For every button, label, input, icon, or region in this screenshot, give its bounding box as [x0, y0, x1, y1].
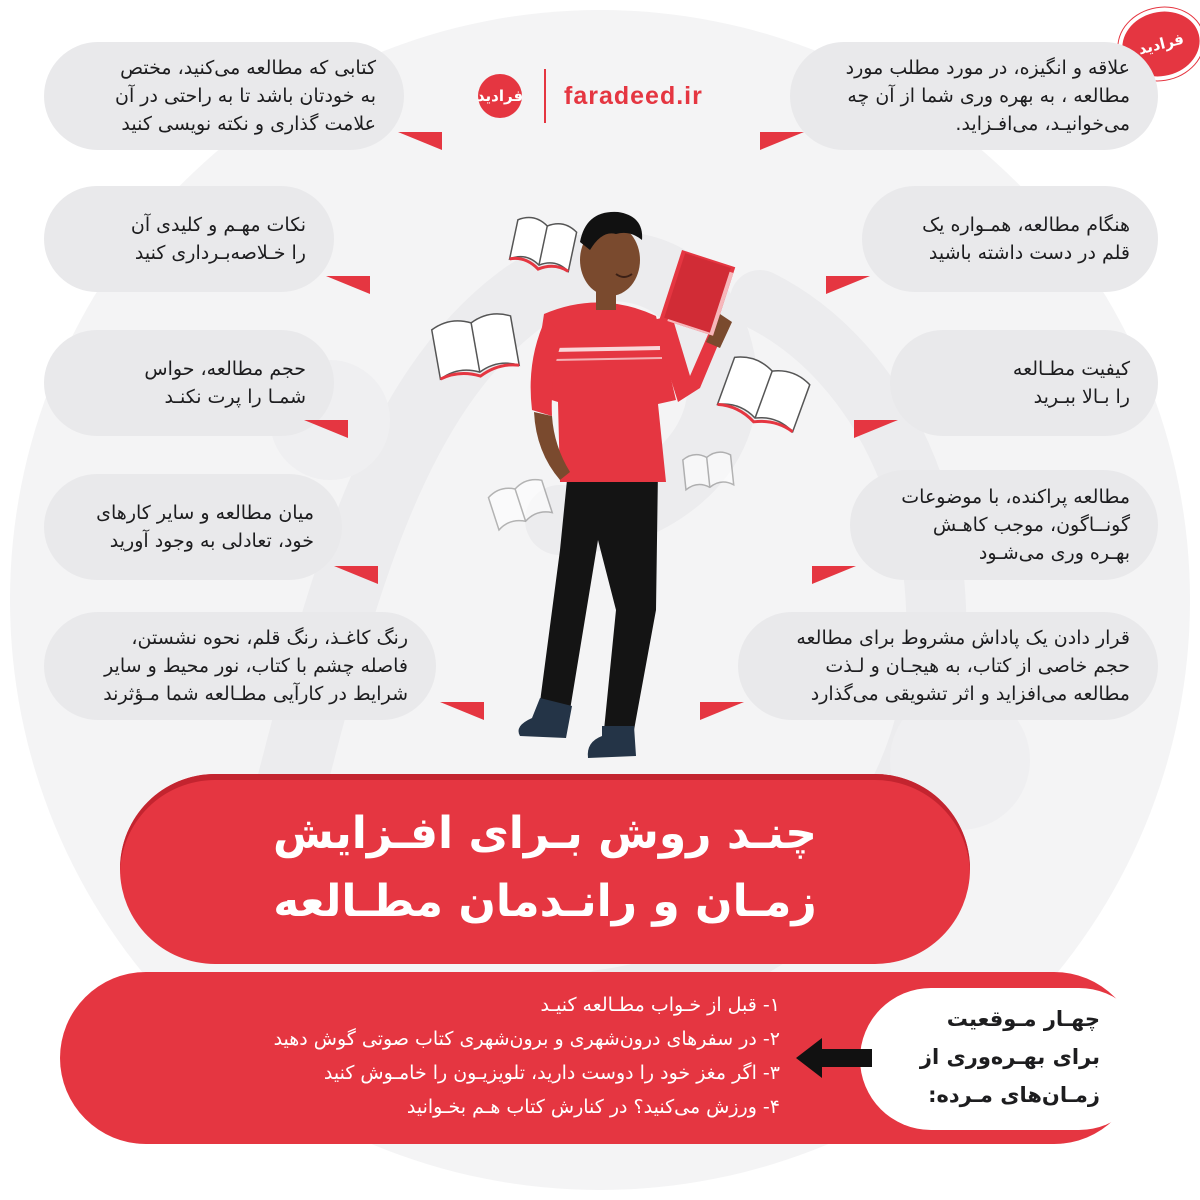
brand-logo: فرادید	[478, 74, 522, 118]
tip-text: مطالعه می‌افزاید و اثر تشویقی می‌گذارد	[810, 683, 1130, 705]
tip-text: را بـالا ببـرید	[1033, 386, 1130, 408]
reading-person-illustration	[420, 190, 820, 770]
tip-text: میان مطالعه و سایر کارهای	[96, 502, 314, 524]
tip-text: هنگام مطالعه، همـواره یک	[922, 214, 1130, 236]
tip-text: رنگ کاغـذ، رنگ قلم، نحوه نشستن،	[131, 627, 408, 649]
tip-text: بهـره وری می‌شـود	[978, 542, 1130, 564]
tip-text: را خـلاصه‌بـرداری کنید	[134, 242, 306, 264]
tip-bubble-left-5	[44, 612, 436, 720]
tip-bubble-right-3	[890, 330, 1158, 436]
floating-book-icon	[682, 451, 733, 490]
dead-time-list	[180, 988, 780, 1124]
tip-bubble-left-4	[44, 474, 342, 580]
list-item: ۲- در سفرهای درون‌شهری و برون‌شهری کتاب صوتی گوش دهید	[273, 1028, 780, 1050]
corner-logo: فرادید	[1111, 0, 1200, 89]
tip-text: مطالعه پراکنده، با موضوعات	[901, 486, 1130, 508]
tip-text: شمـا را پرت نکنـد	[164, 386, 306, 408]
tip-text: شرایط در کارآیی مطـالعه شما مـؤثرند	[103, 683, 408, 705]
tip-bubble-right-1	[790, 42, 1158, 150]
tip-text: خود، تعادلی به وجود آورید	[109, 530, 314, 552]
tip-bubble-left-2	[44, 186, 334, 292]
tip-bubble-right-4	[850, 470, 1158, 580]
tip-text: حجم خاصی از کتاب، به هیجـان و لـذت	[825, 655, 1130, 677]
floating-book-icon	[431, 311, 520, 383]
tip-text: علامت گذاری و نکته نویسی کنید	[121, 113, 376, 135]
floating-book-icon	[487, 476, 552, 529]
tip-text: حجم مطالعه، حواس	[144, 358, 306, 380]
tip-bubble-right-2	[862, 186, 1158, 292]
floating-book-icon	[509, 215, 578, 275]
heading-line: چهـار مـوقعیت	[946, 1007, 1100, 1031]
list-item: ۴- ورزش می‌کنید؟ در کنارش کتاب هـم بخـوانید	[406, 1096, 780, 1118]
tip-text: می‌خوانیـد، می‌افـزاید.	[955, 113, 1130, 135]
heading-line: زمـان‌های مـرده:	[928, 1083, 1100, 1107]
title-line: زمـان و رانـدمان مطـالعه	[273, 876, 817, 927]
tip-bubble-left-1	[44, 42, 404, 150]
site-domain[interactable]: faradeed.ir	[564, 81, 703, 110]
list-item: ۱- قبل از خـواب مطـالعه کنیـد	[540, 994, 780, 1016]
tip-text: فاصله چشم با کتاب، نور محیط و سایر	[104, 655, 408, 677]
tip-text: نکات مهـم و کلیدی آن	[130, 214, 306, 236]
arrow-left-icon	[796, 1038, 872, 1078]
floating-book-icon	[716, 353, 811, 436]
heading-line: برای بهـره‌وری از	[919, 1045, 1100, 1069]
tip-bubble-left-3	[44, 330, 334, 436]
tip-text: کتابی که مطالعه می‌کنید، مختص	[120, 57, 376, 79]
brand-divider	[544, 69, 546, 123]
page-title	[120, 800, 970, 936]
tip-text: کیفیت مطـالعه	[1012, 358, 1130, 380]
tip-text: گونــاگون، موجب کاهـش	[932, 514, 1130, 536]
list-item: ۳- اگر مغز خود را دوست دارید، تلویزیـون را خامـوش کنید	[323, 1062, 780, 1084]
tip-text: قلم در دست داشته باشید	[928, 242, 1130, 264]
dead-time-heading	[880, 1000, 1100, 1114]
tip-text: قرار دادن یک پاداش مشروط برای مطالعه	[796, 627, 1130, 649]
title-line: چنـد روش بـرای افـزایش	[273, 808, 817, 859]
tip-text: مطالعه ، به بهره وری شما از آن چه	[847, 85, 1130, 107]
site-brand	[478, 66, 703, 126]
tip-text: به خودتان باشد تا به راحتی در آن	[115, 85, 376, 107]
tip-text: علاقه و انگیزه، در مورد مطلب مورد	[845, 57, 1130, 79]
